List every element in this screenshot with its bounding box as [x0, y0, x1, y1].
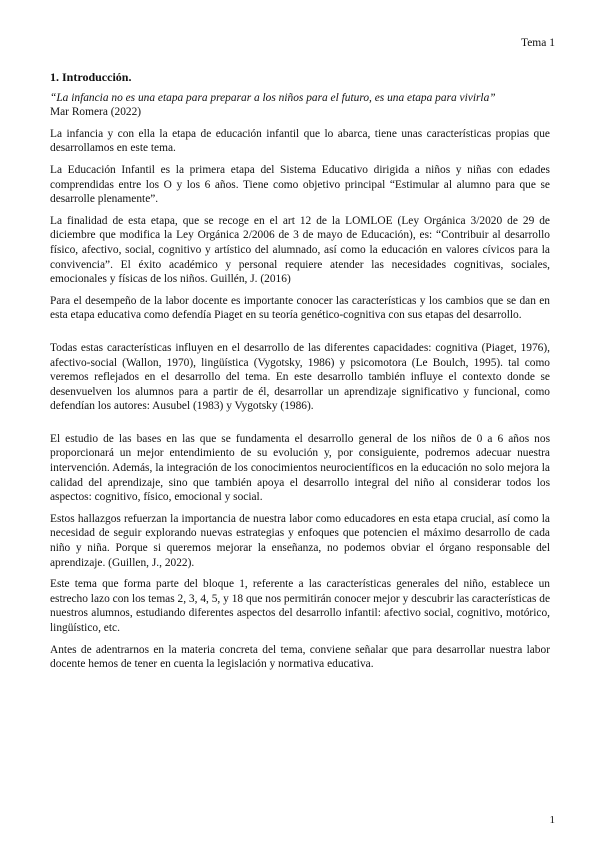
section-heading: 1. Introducción. [50, 70, 132, 84]
paragraph-8: Este tema que forma parte del bloque 1, referente a las características generales del niño, establece un estrecho lazo con los temas 2, 3, 4, 5, y 18 que nos permitirán conocer mejor y descubrir las características de nuestros alumnos, estudiando diferentes aspectos del desarrollo infantil: afectivo social, cognitivo, motórico, lingüístico, etc. [50, 578, 550, 634]
paragraph-5: Todas estas características influyen en el desarrollo de las diferentes capacidades: cognitiva (Piaget, 1976), afectivo-social (Wallon, 1970), lingüística (Vygotsky, 1986) y psicomotora (Le Boulch, 1995). tal como veremos reflejados en el desarrollo del tema. En este desarrollo también influye el contexto donde se desenvuelven los alumnos para a partir de él, desarrollar un aprendizaje significativo y funcional, como defendían los autores: Ausubel (1983) y Vygotsky (1986). [50, 341, 550, 413]
epigraph-quote: “La infancia no es una etapa para preparar a los niños para el futuro, es una etapa para vivirla” [50, 91, 496, 104]
header-label: Tema 1 [520, 37, 555, 49]
epigraph-author: Mar Romera (2022) [50, 106, 142, 119]
paragraph-9: Antes de adentrarnos en la materia concreta del tema, conviene señalar que para desarrollar nuestra labor docente hemos de tener en cuenta la legislación y normativa educativa. [50, 643, 550, 671]
paragraph-3: La finalidad de esta etapa, que se recoge en el art 12 de la LOMLOE (Ley Orgánica 3/2020 de 29 de diciembre que modifica la Ley Orgánica 2/2006 de 3 de mayo de Educación), es: “Contribuir al desarrollo físico, afectivo, social, cognitivo y artístico del alumnado, así como la educación en valores cívicos para la convivencia”. El éxito académico y personal requiere atender las necesidades cognitivas, sociales, emocionales y físicas de los niños. Guillén, J. (2016) [50, 214, 550, 286]
paragraph-6: El estudio de las bases en las que se fundamenta el desarrollo general de los niños de 0 a 6 años nos proporcionará un mejor entendimiento de su evolución y, por consiguiente, podremos adecuar nuestra intervención. Además, la integración de los conocimientos neurocientíficos en la educación no solo mejora la calidad del aprendizaje, sino que también apoya el desarrollo integral del niño al considerar todos los aspectos: cognitivo, físico, emocional y social. [50, 432, 550, 504]
paragraph-2: La Educación Infantil es la primera etapa del Sistema Educativo dirigida a niños y niñas con edades comprendidas entre los O y los 6 años. Tiene como objetivo principal “Estimular al alumno para que se desarrolle plenamente”. [50, 163, 550, 206]
page-number: 1 [549, 814, 555, 826]
paragraph-4: Para el desempeño de la labor docente es importante conocer las características y los cambios que se dan en esta etapa educativa como defendía Piaget en su teoría genético-cognitiva con sus etapas del desarrollo. [50, 294, 550, 322]
paragraph-1: La infancia y con ella la etapa de educación infantil que lo abarca, tiene unas características propias que desarrollamos en este tema. [50, 127, 550, 155]
document-body [50, 70, 550, 679]
paragraph-7: Estos hallazgos refuerzan la importancia de nuestra labor como educadores en esta etapa crucial, así como la necesidad de seguir explorando nuevas estrategias y enfoques que potencien el máximo desarrollo de cada niño y niña. Porque si queremos mejorar la enseñanza, no podemos obviar el órgano responsable del aprendizaje. (Guillen, J., 2022). [50, 512, 550, 569]
